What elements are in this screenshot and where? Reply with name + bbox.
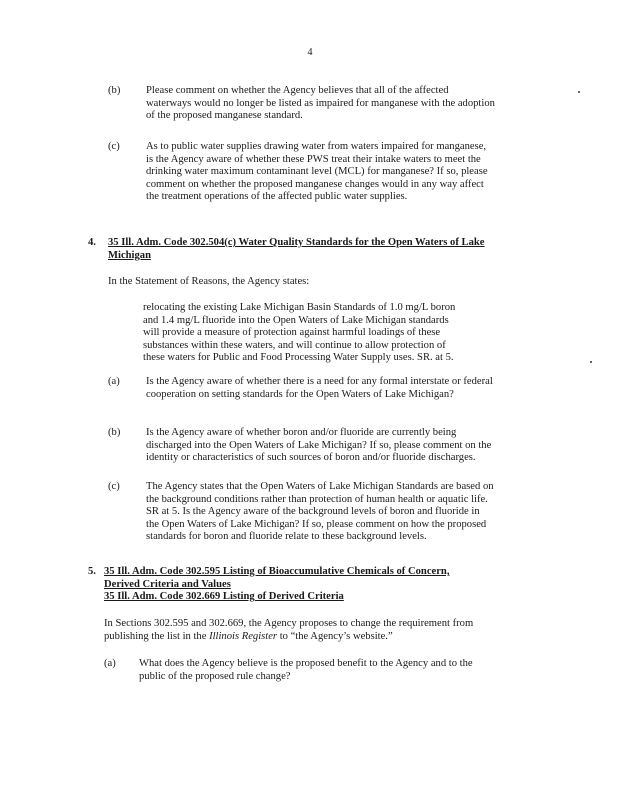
s4b-line-1: Is the Agency aware of whether boron and/or fluoride are currently being <box>146 427 457 438</box>
item-c-text <box>146 141 566 204</box>
section-4-item-a-text <box>146 376 566 401</box>
item-b-text <box>146 85 566 123</box>
page-number: 4 <box>307 47 313 58</box>
section-5-title-line-1: 35 Ill. Adm. Code 302.595 Listing of Bioaccumulative Chemicals of Concern, <box>104 566 450 577</box>
quote-line-1: relocating the existing Lake Michigan Basin Standards of 1.0 mg/L boron <box>143 302 456 313</box>
quote-line-2: and 1.4 mg/L fluoride into the Open Waters of Lake Michigan standards <box>143 314 449 326</box>
item-c-marker: (c) <box>108 141 120 152</box>
s4b-line-2: discharged into the Open Waters of Lake Michigan? If so, please comment on the <box>146 439 492 451</box>
section-5-title-line-3: 35 Ill. Adm. Code 302.669 Listing of Derived Criteria <box>104 591 344 603</box>
s4c-line-1: The Agency states that the Open Waters of Lake Michigan Standards are based on <box>146 481 494 492</box>
s4c-line-5: standards for boron and fluoride relate to these background levels. <box>146 531 427 543</box>
section-4-intro: In the Statement of Reasons, the Agency states: <box>108 276 310 287</box>
section-5-intro <box>104 618 534 643</box>
item-c-line-5: the treatment operations of the affected public water supplies. <box>146 191 408 203</box>
section-4-item-b-marker: (b) <box>108 427 121 438</box>
section-5-number: 5. <box>88 566 96 577</box>
section-5-item-a-text <box>139 658 559 683</box>
section-4-title <box>108 237 548 262</box>
s5-intro-before: publishing the list in the <box>104 630 210 642</box>
s4a-line-2: cooperation on setting standards for the Open Waters of Lake Michigan? <box>146 388 454 400</box>
section-4-item-b-text <box>146 427 566 465</box>
item-c-line-3: drinking water maximum contaminant level (MCL) for manganese? If so, please <box>146 166 488 178</box>
section-5-title-line-2: Derived Criteria and Values <box>104 578 231 590</box>
s4a-line-1: Is the Agency aware of whether there is a need for any formal interstate or federal <box>146 376 493 387</box>
illinois-register-title: Illinois Register <box>209 630 278 642</box>
section-4-number: 4. <box>88 237 96 248</box>
quote-line-5: these waters for Public and Food Processing Water Supply uses. SR. at 5. <box>143 352 454 364</box>
s4b-line-3: identity or characteristics of such sources of boron and/or fluoride discharges. <box>146 452 476 464</box>
quote-line-3: will provide a measure of protection against harmful loadings of these <box>143 327 441 339</box>
s5-intro-after: to “the Agency’s website.” <box>277 630 393 642</box>
section-4-title-line-1: 35 Ill. Adm. Code 302.504(c) Water Quality Standards for the Open Waters of Lake <box>108 237 485 248</box>
section-5-title <box>104 566 544 604</box>
item-b-line-1: Please comment on whether the Agency believes that all of the affected <box>146 85 449 96</box>
item-b-line-3: of the proposed manganese standard. <box>146 110 303 122</box>
scan-speck <box>590 361 592 363</box>
scan-speck <box>578 91 580 93</box>
item-b-marker: (b) <box>108 85 121 96</box>
s5a-line-2: public of the proposed rule change? <box>139 670 291 682</box>
section-4-item-c-text <box>146 481 566 544</box>
s5-intro-line-2 <box>104 631 534 644</box>
section-4-item-c-marker: (c) <box>108 481 120 492</box>
quote-line-4: substances within these waters, and will continue to allow protection of <box>143 339 446 351</box>
section-4-item-a-marker: (a) <box>108 376 120 387</box>
s5-intro-line-1: In Sections 302.595 and 302.669, the Agency proposes to change the requirement from <box>104 618 474 629</box>
item-c-line-4: comment on whether the proposed manganese changes would in any way affect <box>146 178 484 190</box>
s4c-line-4: the Open Waters of Lake Michigan? If so, please comment on how the proposed <box>146 518 487 530</box>
s5a-line-1: What does the Agency believe is the proposed benefit to the Agency and to the <box>139 658 473 669</box>
item-c-line-2: is the Agency aware of whether these PWS treat their intake waters to meet the <box>146 153 481 165</box>
item-b-line-2: waterways would no longer be listed as impaired for manganese with the adoption <box>146 97 495 109</box>
section-4-quote <box>143 302 523 365</box>
section-4-title-line-2: Michigan <box>108 249 151 261</box>
item-c-line-1: As to public water supplies drawing water from waters impaired for manganese, <box>146 141 487 152</box>
s4c-line-3: SR at 5. Is the Agency aware of the background levels of boron and fluoride in <box>146 506 480 518</box>
s4c-line-2: the background conditions rather than protection of human health or aquatic life. <box>146 493 488 505</box>
section-5-item-a-marker: (a) <box>104 658 116 669</box>
